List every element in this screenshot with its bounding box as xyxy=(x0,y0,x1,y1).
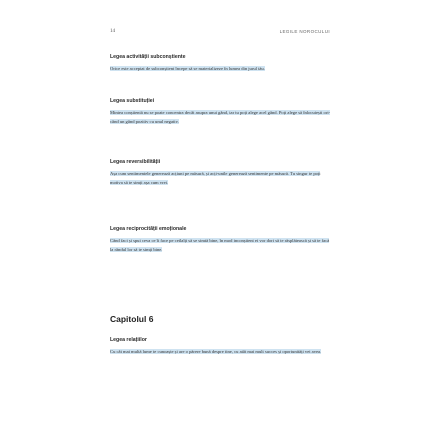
law-title: Legea reciprocității emoționale xyxy=(110,226,187,232)
law-text: Când faci și spui ceva ce îi face pe ceilalți să se simtă bine, în mod inconștient ei vor dori să te răsplătească și să te facă la rândul lor să te simți bine. xyxy=(110,237,330,253)
law-title: Legea activității subconștiente xyxy=(110,54,186,60)
law-title: Legea reversibilității xyxy=(110,159,161,165)
law-text: Orice este acceptat de subconștient începe să se materializeze în lumea din jurul tău. xyxy=(110,65,265,71)
law-section-emotional-reciprocity xyxy=(110,226,332,254)
law-section-subconscious xyxy=(110,54,332,72)
law-section-substitution xyxy=(110,98,332,126)
law-title: Legea substituției xyxy=(110,98,155,104)
chapter-heading: Capitolul 6 xyxy=(110,314,154,324)
law-section-relationships xyxy=(110,337,332,355)
law-text: Mintea conștientă nu se poate concentra decât asupra unui gând, iar tu poți alege acel gând. Poți alege să înlocuiești ori-când un gând pozitiv cu unul negativ. xyxy=(110,109,331,125)
law-text: Cu cât mai multă lume te cunoaște și are o părere bună despre tine, cu atât mai mult succes și oportunități vei avea. xyxy=(110,348,322,354)
page-number: 14 xyxy=(110,29,115,34)
law-section-reversibility xyxy=(110,159,332,187)
law-title: Legea relațiilor xyxy=(110,337,147,343)
running-header: LEGILE NOROCULUI xyxy=(279,29,330,34)
law-text: Așa cum sentimentele generează acțiuni pe măsură, și acți-unile generează sentimente pe măsură. Tu singur te poți motiva să te simți așa cum vrei. xyxy=(110,170,321,186)
